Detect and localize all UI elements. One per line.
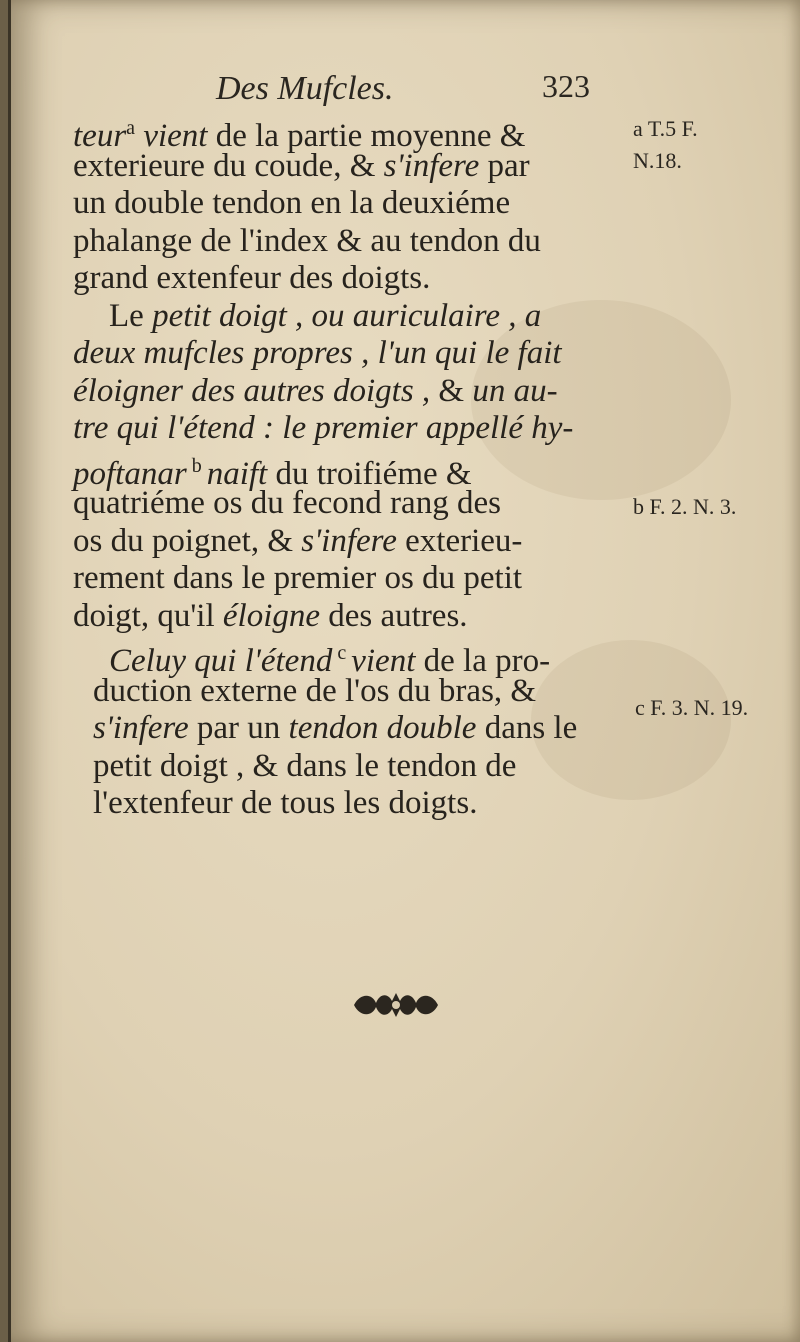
text-line xyxy=(73,448,633,492)
text-line xyxy=(73,335,633,373)
text-run: un double tendon en la deuxiéme xyxy=(73,185,511,221)
text-run: Le xyxy=(109,297,153,334)
margin-note-c: c F. 3. N. 19. xyxy=(635,695,749,720)
text-run: exterieu- xyxy=(396,522,523,559)
text-run: éloigne xyxy=(222,597,321,634)
text-line xyxy=(73,260,633,298)
text-run: des autres. xyxy=(320,597,468,634)
text-run: s'infere xyxy=(383,147,480,184)
text-line xyxy=(73,373,633,411)
text-line xyxy=(73,110,633,154)
text-run: l'extenfeur de tous les doigts. xyxy=(93,785,478,821)
text-line xyxy=(73,523,633,561)
text-line xyxy=(73,148,633,186)
page-number: 323 xyxy=(542,68,590,104)
text-run: Celuy qui l'étend xyxy=(109,643,333,679)
text-line xyxy=(73,410,633,448)
text-run: & xyxy=(438,372,473,409)
text-run: par xyxy=(479,147,530,184)
text-line xyxy=(73,748,633,786)
fleuron-ornament-icon xyxy=(346,985,446,1025)
note-marker: b xyxy=(186,454,207,477)
text-run: grand extenfeur des doigts. xyxy=(73,260,431,296)
text-line xyxy=(73,298,633,336)
text-run: du troifiéme & xyxy=(267,455,472,492)
text-run: de la partie moyenne & xyxy=(207,118,526,154)
page-header xyxy=(216,68,616,112)
text-run: vient xyxy=(351,643,416,679)
text-run: éloigner des autres doigts , xyxy=(73,372,439,409)
note-marker: a xyxy=(126,117,136,139)
note-marker: c xyxy=(332,642,352,664)
margin-note-a: a T.5 F. xyxy=(633,116,698,141)
text-run: rement dans le premier os du petit xyxy=(73,560,523,596)
text-run: doigt, qu'il xyxy=(73,597,223,634)
text-line xyxy=(73,785,633,823)
text-line xyxy=(73,635,633,679)
text-line xyxy=(73,710,633,748)
margin-note-b: b F. 2. N. 3. xyxy=(633,494,737,519)
text-run: tendon double xyxy=(288,710,477,746)
text-run: tre qui l'étend : le premier appellé hy- xyxy=(73,410,574,446)
text-run: vient xyxy=(135,118,208,154)
text-run: s'infere xyxy=(93,710,189,746)
text-run: exterieure du coude, & xyxy=(73,147,384,184)
text-run: dans le xyxy=(476,710,578,746)
text-run: petit doigt , ou auriculaire , a xyxy=(152,297,542,334)
text-line xyxy=(73,560,633,598)
text-line xyxy=(73,223,633,261)
text-run: s'infere xyxy=(301,522,397,559)
text-run: deux mufcles propres , l'un qui le fait xyxy=(73,335,562,371)
text-run: un au- xyxy=(472,372,558,409)
text-run: os du poignet, & xyxy=(73,522,302,559)
text-run: poftanar xyxy=(73,455,187,492)
text-run: quatriéme os du fecond rang des xyxy=(73,485,501,521)
margin-note-a-line2: N.18. xyxy=(633,148,682,173)
text-run: naift xyxy=(206,455,268,492)
text-line xyxy=(73,485,633,523)
text-run: teur xyxy=(73,118,127,154)
text-run: de la pro- xyxy=(415,643,551,679)
text-run: phalange de l'index & au tendon du xyxy=(73,222,541,259)
body-text xyxy=(73,110,633,823)
text-run: petit doigt , & dans le tendon de xyxy=(93,747,517,784)
text-line xyxy=(73,185,633,223)
text-run: duction externe de l'os du bras, & xyxy=(93,672,537,709)
book-page xyxy=(8,0,800,1342)
text-run: par un xyxy=(188,710,289,746)
running-title: Des Mufcles. xyxy=(216,70,394,107)
text-line xyxy=(73,598,633,636)
